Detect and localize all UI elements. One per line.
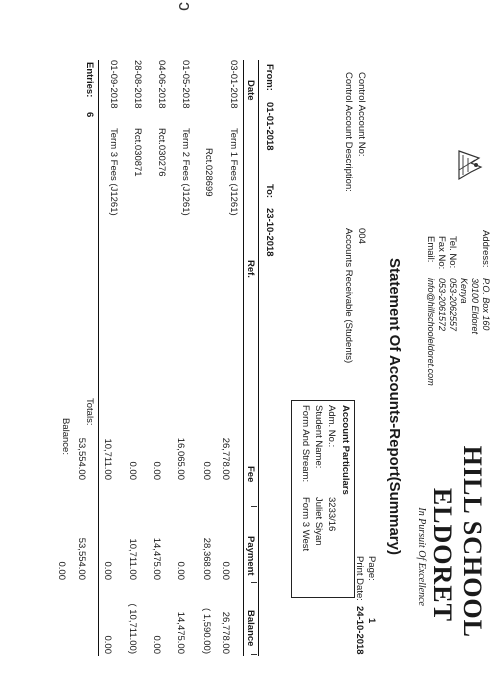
totals-rule — [98, 60, 99, 656]
column-header-balance: Balance — [245, 610, 256, 647]
row-date: 03-01-2018 — [228, 60, 239, 109]
school-motto: In Pursuit Of Excellence — [416, 507, 427, 606]
student-name-label: Student Name: — [313, 405, 324, 469]
period-from-label: From: — [264, 64, 275, 91]
email-label: Email: — [425, 236, 436, 263]
row-date: 04-06-2018 — [156, 60, 167, 109]
row-payment: 10,711.00 — [127, 538, 138, 580]
row-ref: Term 2 Fees (J1261) — [180, 128, 191, 216]
form-stream-label: Form And Stream: — [300, 405, 311, 483]
school-crest-icon — [450, 148, 485, 182]
row-fee: 26,778.00 — [220, 437, 231, 480]
email-value: info@hillschooleldoret.com — [426, 278, 436, 386]
school-name-line2: ELDORET — [428, 487, 457, 622]
account-particulars-box — [291, 400, 355, 598]
column-divider — [251, 582, 257, 583]
row-fee: 0.00 — [127, 461, 138, 480]
row-balance: ( 1,590.00) — [201, 608, 212, 654]
totals-label: Totals: — [84, 398, 95, 426]
row-fee: 0.00 — [201, 461, 212, 480]
report-title: Statement Of Accounts-Report(Summary) — [386, 258, 403, 555]
adm-no-label: Adm. No.: — [326, 405, 337, 448]
table-header-bottom-rule — [243, 60, 244, 656]
control-account-no: 004 — [356, 228, 367, 244]
account-particulars-heading: Account Particulars — [340, 405, 351, 495]
row-fee: 10,711.00 — [102, 438, 113, 480]
form-stream: Form 3 West — [300, 497, 311, 552]
control-account-description: Accounts Receivable (Students) — [343, 228, 354, 364]
column-divider — [251, 506, 257, 507]
fee-total: 53,554.00 — [76, 437, 87, 480]
adm-no: 3233/16 — [326, 497, 337, 532]
address-line-3: Kenya — [459, 278, 469, 304]
row-ref: Term 3 Fees (J1261) — [108, 128, 119, 216]
balance-total: 0.00 — [56, 561, 67, 580]
row-balance: 0.00 — [102, 635, 113, 654]
address-line-1: P.O. Box 160 — [481, 278, 491, 331]
print-date: 24-10-2018 — [354, 606, 365, 655]
column-header-ref: Ref. — [245, 260, 256, 278]
row-payment: 0.00 — [220, 561, 231, 580]
page-number: 1 — [366, 618, 377, 624]
fax-label: Fax No: — [436, 236, 447, 270]
row-fee: 16,065.00 — [175, 437, 186, 480]
row-balance: ( 10,711.00) — [127, 603, 138, 654]
entries-count: 6 — [84, 112, 95, 118]
period-to: 23-10-2018 — [264, 208, 275, 257]
period-from: 01-01-2018 — [264, 102, 275, 151]
control-account-description-label: Control Account Description: — [343, 72, 354, 192]
row-ref: Rct.030871 — [132, 128, 143, 177]
control-account-no-label: Control Account No: — [356, 72, 367, 157]
row-ref: Rct.030276 — [156, 128, 167, 177]
table-header-top-rule — [258, 60, 259, 656]
tel-value: 053-2062557 — [448, 278, 458, 332]
entries-label: Entries: — [84, 62, 95, 98]
row-balance: 14,475.00 — [175, 611, 186, 654]
row-ref: Rct.028699 — [203, 148, 214, 197]
school-name-line1: HILL SCHOOL — [458, 445, 487, 638]
row-payment: 28,368.00 — [201, 537, 212, 580]
row-payment: 0.00 — [102, 561, 113, 580]
scan-mark-icon: ɔ — [175, 2, 195, 11]
period-to-label: To: — [264, 184, 275, 199]
row-balance: 26,778.00 — [220, 611, 231, 654]
fax-value: 053-2061572 — [437, 278, 447, 332]
address-line-2: 30100 Eldoret — [470, 278, 480, 335]
balance-label: Balance: — [60, 418, 71, 455]
row-payment: 0.00 — [175, 561, 186, 580]
row-date: 01-09-2018 — [108, 60, 119, 109]
payment-total: 53,554.00 — [76, 537, 87, 580]
page-label: Page: — [366, 556, 377, 581]
row-fee: 0.00 — [151, 461, 162, 480]
row-date: 01-05-2018 — [180, 60, 191, 109]
print-date-label: Print Date: — [354, 556, 365, 601]
column-header-payment: Payment — [245, 536, 256, 576]
row-payment: 14,475.00 — [151, 537, 162, 580]
row-ref: Term 1 Fees (J1261) — [228, 128, 239, 216]
student-name: Juliet Siyan — [313, 497, 324, 546]
column-header-date: Date — [245, 80, 256, 101]
tel-label: Tel. No: — [447, 236, 458, 269]
column-divider — [251, 654, 257, 655]
address-label: Address: — [480, 230, 491, 268]
row-date: 28-08-2018 — [132, 60, 143, 109]
row-balance: 0.00 — [151, 635, 162, 654]
column-header-fee: Fee — [245, 466, 256, 483]
